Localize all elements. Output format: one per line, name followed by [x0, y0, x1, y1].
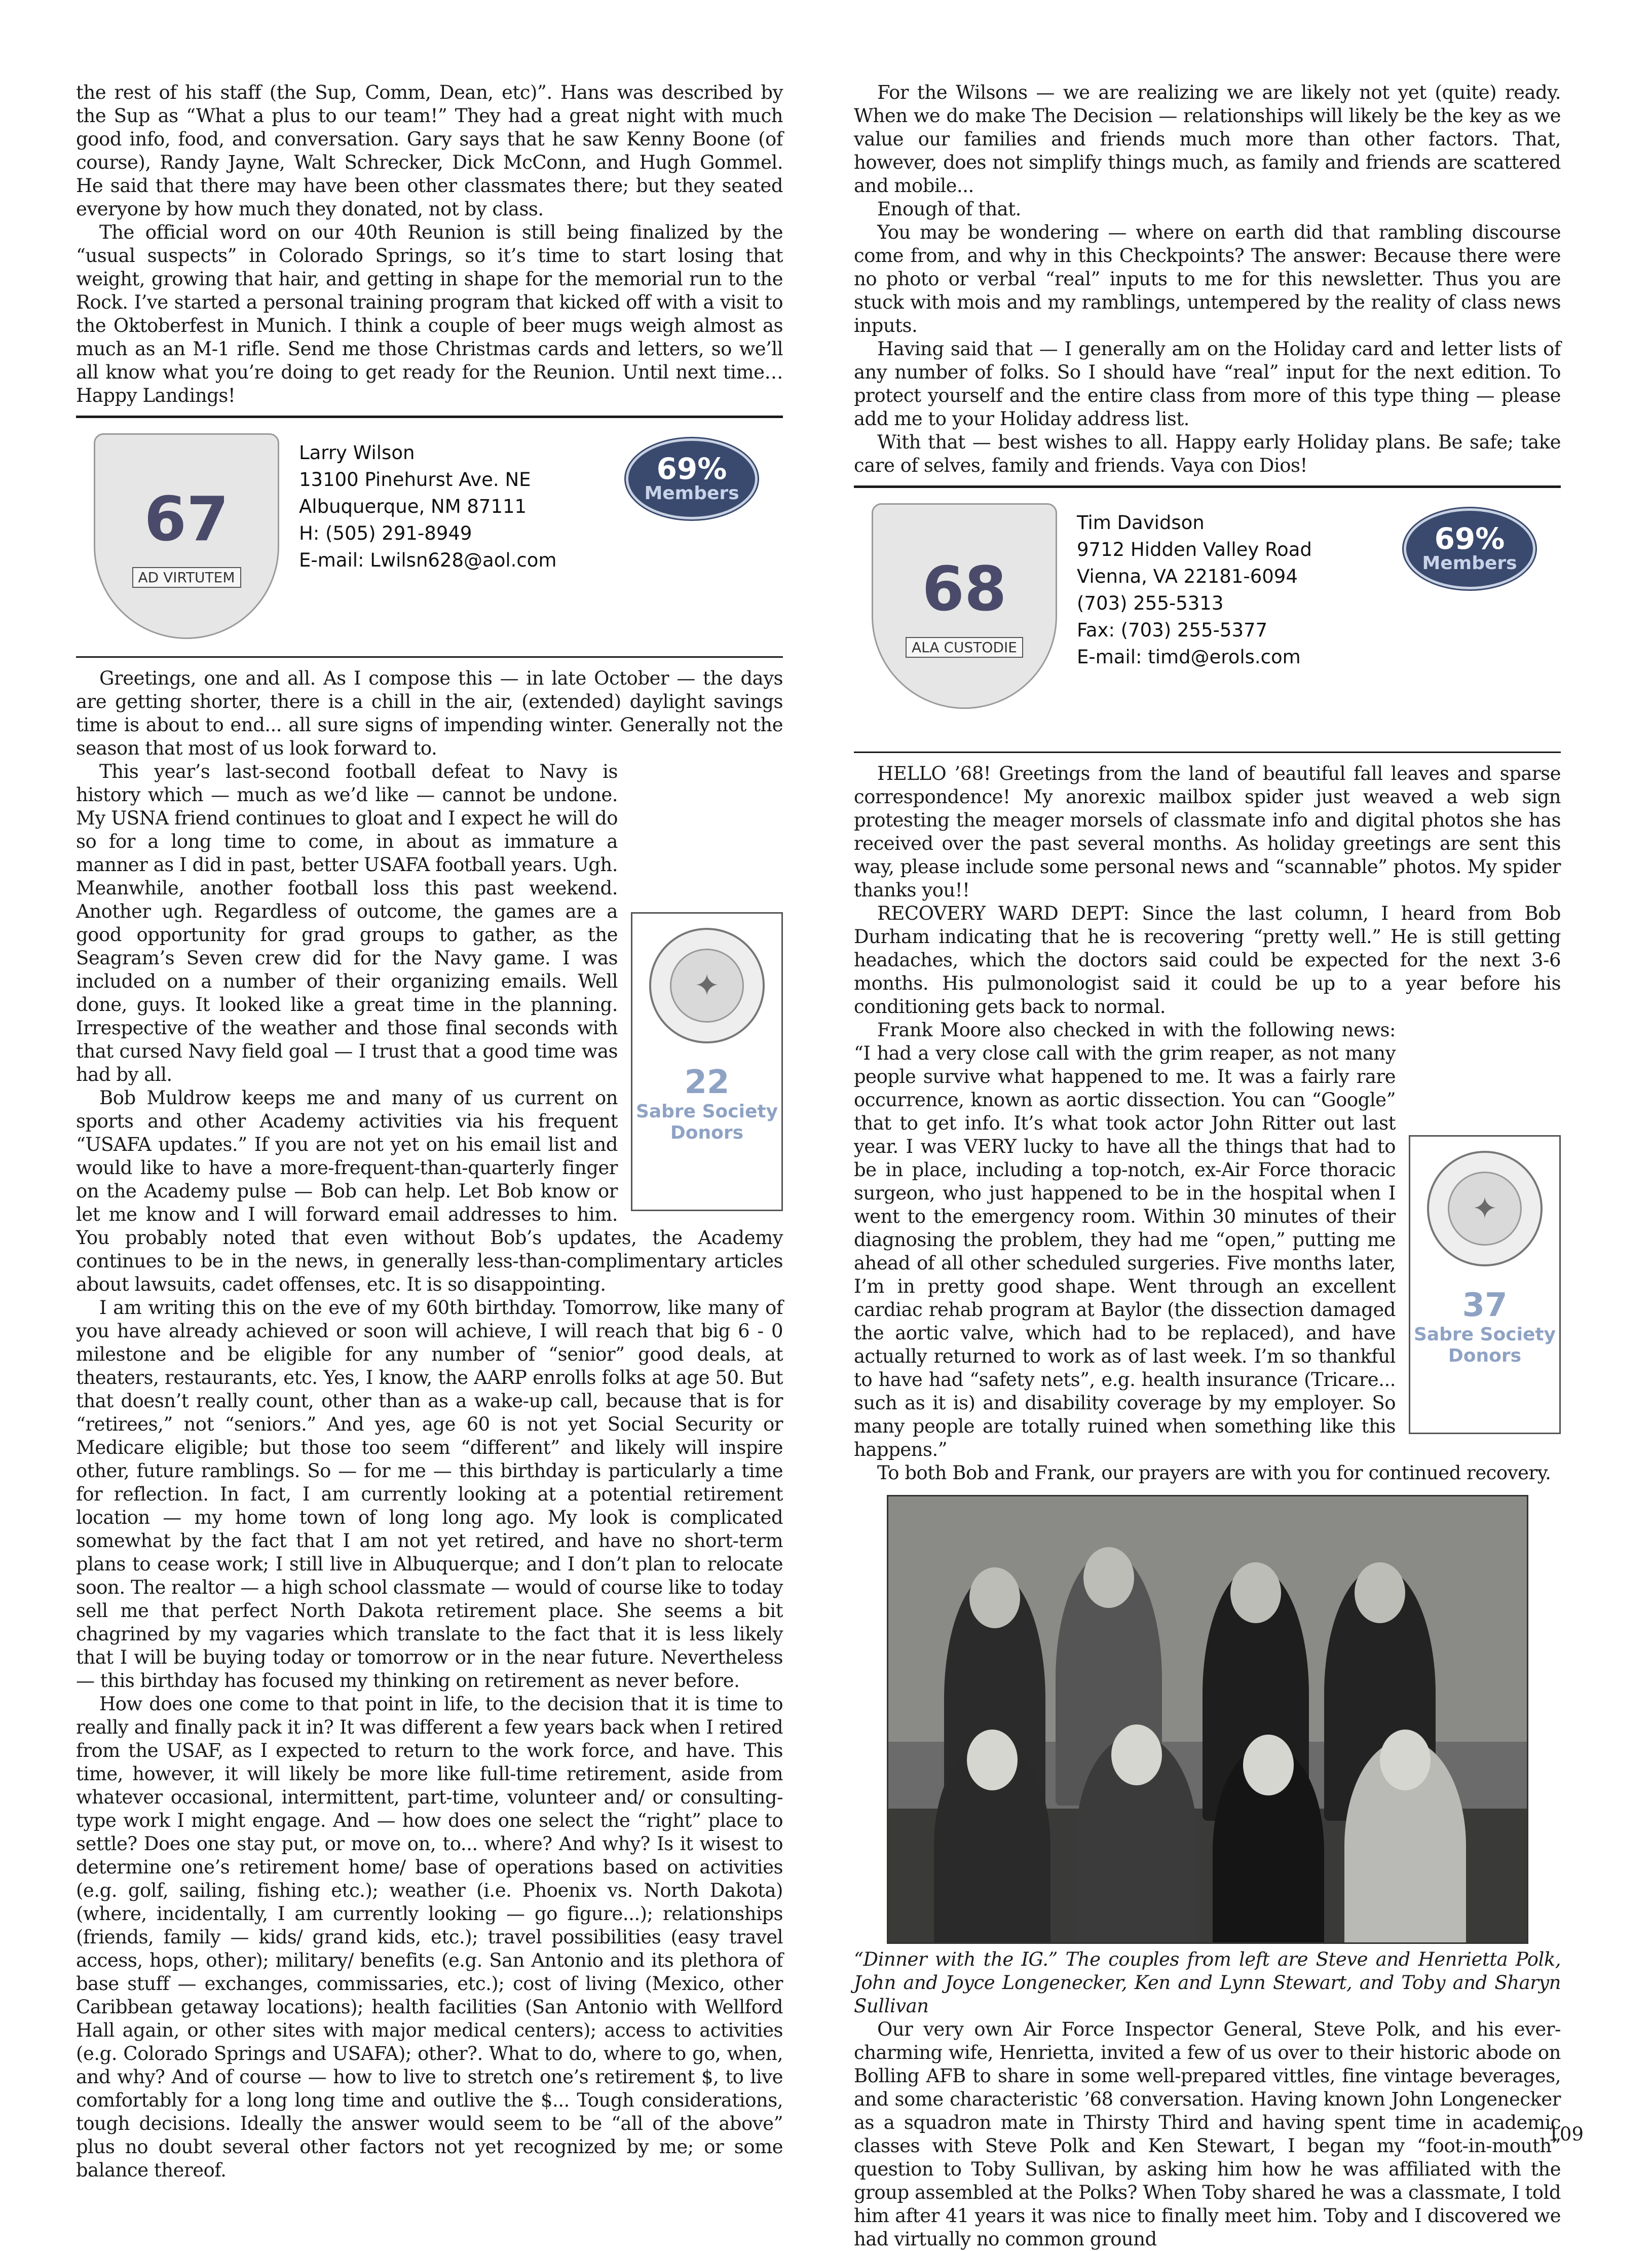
- contact-email[interactable]: E-mail: Lwilsn628@aol.com: [299, 549, 557, 571]
- contact-city: Vienna, VA 22181-6094: [1077, 566, 1298, 587]
- paragraph: The official word on our 40th Reunion is still being finalized by the “usual suspects” in Colorado Springs, so it’s time to start losing that weight, growing that hair, and getting in shape for the memorial run to the Rock. I’ve started a personal training program that kicked off with a visit to the Oktoberfest in Munich. I think a couple of beer mugs weigh almost as much as an M-1 rifle. Send me those Christmas cards and letters, so we’ll all know what you’re doing to get ready for the Reunion. Until next time… Happy Landings!: [76, 221, 783, 406]
- contact-name: Larry Wilson: [299, 442, 415, 464]
- paragraph: Having said that — I generally am on the Holiday card and letter lists of any number of folks. So I should have “real” input for the next edition. To protect yourself and the entire class from more of this type thing — please add me to your Holiday address list.: [854, 338, 1561, 430]
- paragraph: RECOVERY WARD DEPT: Since the last column, I heard from Bob Durham indicating that he is recovering “pretty well.” He is still getting headaches, which the doctors said could be expected for the next 3-6 months. His pulmonologist said it could be up to a year before his conditioning gets back to normal.: [854, 903, 1561, 1018]
- paragraph: Bob Muldrow keeps me and many of us current on sports and other Academy activities via his frequent “USAFA updates.” If you are not yet on his email list and would like to have a more-frequent-than-quarterly finger on the Academy pulse — Bob can help. Let Bob know or let me know and I will forward email addresses to him. You probably noted that even without Bob’s updates, the Academy continues to be in the news, in generally less-than-complimentary articles about lawsuits, cadet offenses, etc. It is so disappointing.: [76, 1087, 783, 1295]
- membership-percent: 69%: [1434, 521, 1505, 556]
- crest-motto: AD VIRTUTEM: [132, 567, 241, 588]
- sabre-society-seal: [649, 928, 765, 1043]
- contact-phone: (703) 255-5313: [1077, 592, 1224, 614]
- paragraph: Frank Moore also checked in with the following news: “I had a very close call with the grim reaper, as not many people survive what happened to me. It was a fairly rare occurrence, known as aortic dissection. You can “Google” that to get info. It’s what took actor John Ritter out last year. I was VERY lucky to have all the things that had to be in place, including a top-notch, ex-Air Force thoracic surgeon, who just happened to be in the hospital when I went to the emergency room. Within 30 minutes of their diagnosing the problem, they had me “open,” putting me ahead of all other scheduled surgeries. Five months later, I’m in pretty good shape. Went through an excellent cardiac rehab program at Baylor (the dissection damaged the aortic valve, which had to be replaced), and have actually returned to work as of last week. I’m so thankful to have had “safety nets”, e.g. health insurance (Tricare... such as it is) and disability coverage by my employer. So many people are totally ruined when something like this happens.”: [854, 1019, 1396, 1460]
- sabre-label-donors: Donors: [1448, 1345, 1522, 1366]
- contact-address: [1077, 509, 1312, 670]
- paragraph: Enough of that.: [877, 198, 1021, 220]
- sabre-label: Sabre Society: [1413, 1324, 1556, 1345]
- class-crest-67: [94, 433, 279, 639]
- contact-fax: Fax: (703) 255-5377: [1077, 619, 1268, 641]
- paragraph: Our very own Air Force Inspector General, Steve Polk, and his ever-charming wife, Henrietta, invited a few of us over to their historic abode on Bolling AFB to share in some well-prepared vittles, fine vintage beverages, and some characteristic ’68 conversation. Having known John Longenecker as a squadron mate in Thirsty Third and having spent time in academic classes with Steve Polk and Ken Stewart, I began my “foot-in-mouth” question to Toby Sullivan, by asking him how he was affiliated with the group assembled at the Polks? When Toby shared he was a classmate, I told him after 41 years it was nice to finally meet him. Toby and I discovered we had virtually no common ground: [854, 2018, 1561, 2250]
- sabre-donor-count: 22: [684, 1064, 730, 1101]
- photo-person: [1213, 1745, 1324, 1944]
- crest-motto: ALA CUSTODIE: [906, 637, 1023, 658]
- crest-year: 68: [922, 554, 1007, 625]
- sabre-donor-count: 37: [1462, 1287, 1508, 1324]
- contact-email[interactable]: E-mail: timd@erols.com: [1077, 646, 1301, 668]
- paragraph: You may be wondering — where on earth did that rambling discourse come from, and why in this Checkpoints? The answer: Because there were no photo or verbal “real” inputs to me for this newsletter. Thus you are stuck with mois and my ramblings, untempered by the reality of class news inputs.: [854, 221, 1561, 336]
- contact-city: Albuquerque, NM 87111: [299, 496, 527, 517]
- left-column: [76, 81, 783, 2182]
- membership-badge: [626, 438, 758, 519]
- page-number: 109: [1548, 2123, 1584, 2145]
- contact-name: Tim Davidson: [1077, 512, 1205, 534]
- paragraph: This year’s last-second football defeat to Navy is history which — much as we’d like — cannot be undone. My USNA friend continues to gloat and I expect he will do so for a long time to come, in about as immature a manner as I did in past, better USAFA football years. Ugh. Meanwhile, another football loss this past weekend. Another ugh. Regardless of outcome, the games are a good opportunity for grad groups to gather, as the Seagram’s Seven crew did for the Navy game. I was included on a number of their organizing emails. Well done, guys. It looked like a great time in the planning. Irrespective of the weather and those final seconds with that cursed Navy field goal — I trust that a good time was had by all.: [76, 761, 618, 1085]
- membership-label: Members: [644, 483, 739, 504]
- sabre-society-seal: [1427, 1151, 1543, 1266]
- photo-person: [1344, 1740, 1466, 1944]
- paragraph: With that — best wishes to all. Happy early Holiday plans. Be safe; take care of selves, family and friends. Vaya con Dios!: [854, 431, 1561, 476]
- sabre-society-box: [1409, 1135, 1561, 1434]
- class-contact-block-68: [854, 488, 1561, 752]
- paragraph: Greetings, one and all. As I compose this — in late October — the days are getting shorter, there is a chill in the air, (extended) daylight savings time is about to end... all sure signs of impending winter. Generally not the season that most of us look forward to.: [76, 667, 783, 759]
- photo-person: [1076, 1735, 1197, 1944]
- right-column: [854, 81, 1561, 2251]
- sabre-label: Sabre Society: [635, 1101, 778, 1122]
- contact-street: 13100 Pinehurst Ave. NE: [299, 469, 531, 491]
- group-photo: [887, 1495, 1528, 1944]
- membership-badge: [1404, 508, 1535, 589]
- contact-street: 9712 Hidden Valley Road: [1077, 539, 1312, 560]
- photo-caption: “Dinner with the IG.” The couples from left are Steve and Henrietta Polk, John and Joyce Longenecker, Ken and Lynn Stewart, and Toby and Sharyn Sullivan: [854, 1948, 1561, 2017]
- sabre-icon: ✦: [670, 949, 744, 1023]
- class-crest-68: [872, 503, 1057, 709]
- photo-person: [934, 1740, 1050, 1944]
- paragraph: HELLO ’68! Greetings from the land of beautiful fall leaves and sparse correspondence! My anorexic mailbox spider just weaved a web sign protesting the meager morsels of classmate info and digital photos she has received over the past several months. As holiday greetings are sent this way, please include some personal news and “scannable” photos. My spider thanks you!!: [854, 763, 1561, 901]
- crest-year: 67: [144, 484, 229, 555]
- paragraph: To both Bob and Frank, our prayers are with you for continued recovery.: [877, 1462, 1551, 1484]
- sabre-label-donors: Donors: [670, 1122, 744, 1143]
- membership-label: Members: [1422, 553, 1517, 574]
- paragraph: For the Wilsons — we are realizing we are likely not yet (quite) ready. When we do make The Decision — relationships will likely be the key as we value our families and friends much more than other factors. That, however, does not simplify things much, as family and friends are scattered and mobile...: [854, 82, 1561, 197]
- contact-phone: H: (505) 291-8949: [299, 522, 472, 544]
- sabre-icon: ✦: [1448, 1172, 1522, 1246]
- sabre-society-box: [631, 912, 783, 1211]
- membership-percent: 69%: [656, 452, 727, 486]
- contact-address: [299, 439, 556, 574]
- paragraph: How does one come to that point in life, to the decision that it is time to really and finally pack it in? It was different a few years back when I retired from the USAF, as I expected to return to the work force, and have. This time, however, it will likely be more like full-time retirement, aside from whatever occasional, intermittent, part-time, volunteer and/ or consulting-type work I might engage. And — how does one select the “right” place to settle? Does one stay put, or move on, to... where? And why? Is it wisest to determine one’s retirement home/ base of operations based on activities (e.g. golf, sailing, fishing etc.); weather (i.e. Phoenix vs. North Dakota) (where, incidentally, I am currently looking — go figure...); relationships (friends, family — kids/ grand kids, etc.); travel possibilities (easy travel access, hops, other); military/ benefits (e.g. San Antonio and its plethora of base stuff — exchanges, commissaries, etc.); cost of living (Mexico, other Caribbean getaway locations); health facilities (San Antonio with Wellford Hall again, or other sites with major medical centers); access to activities (e.g. Colorado Springs and USAFA); other?. What to do, where to go, when, and why? And of course — how to live to stretch one’s retirement $, to live comfortably for a long long time and outlive the $... Tough considerations, tough decisions. Ideally the answer would seem to be “all of the above” plus no doubt several other factors not yet recognized by me; or some balance thereof.: [76, 1693, 783, 2181]
- class-contact-block-67: [76, 418, 783, 656]
- paragraph: I am writing this on the eve of my 60th birthday. Tomorrow, like many of you have already achieved or soon will achieve, I will reach that big 6 - 0 milestone and be eligible for any number of “senior” good deals, at theaters, restaurants, etc. Yes, I know, the AARP enrolls folks at age 50. But that doesn’t really count, other than as a wake-up call, because that is for “retirees,” not “seniors.” And yes, age 60 is not yet Social Security or Medicare eligible; but those too seem “different” and likely will inspire other, future ramblings. So — for me — this birthday is particularly a time for reflection. In fact, I am currently looking at a potential retirement location — my home town of long long ago. My look is complicated somewhat by the fact that I am not yet retired, and have no short-term plans to cease work; I still live in Albuquerque; and I don’t plan to relocate soon. The realtor — a high school classmate — would of course like to today sell me that perfect North Dakota retirement place. She seems a bit chagrined by my vagaries which translate to the fact that it is less likely that I will be buying today or tomorrow or in the near future. Nevertheless — this birthday has focused my thinking on retirement as never before.: [76, 1297, 783, 1692]
- paragraph: the rest of his staff (the Sup, Comm, Dean, etc)”. Hans was described by the Sup as “What a plus to our team!” They had a great night with much good info, food, and conversation. Gary says that he saw Kenny Boone (of course), Randy Jayne, Walt Schrecker, Dick McConn, and Hugh Gommel. He said that there may have been other classmates there; but they seated everyone by how much they donated, not by class.: [76, 82, 783, 220]
